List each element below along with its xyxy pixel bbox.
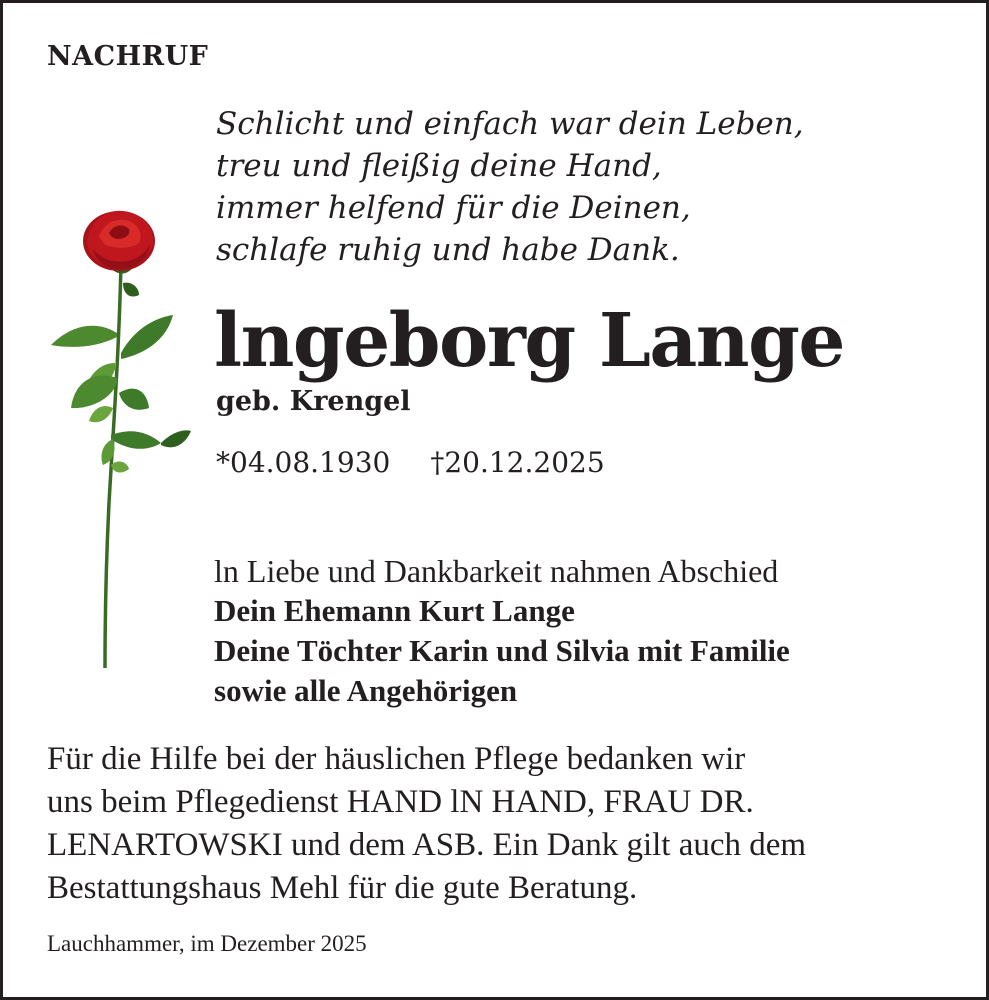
thanks-line: Bestattungshaus Mehl für die gute Beratung. xyxy=(47,870,638,906)
poem-line: Schlicht und einfach war dein Leben, xyxy=(216,106,804,142)
life-dates xyxy=(216,446,605,479)
red-rose-icon xyxy=(43,203,203,673)
mourners-block xyxy=(214,551,790,711)
mourner-line: Dein Ehemann Kurt Lange xyxy=(214,593,575,628)
maiden-name: geb. Krengel xyxy=(216,386,411,417)
birth-date: *04.08.1930 xyxy=(216,446,391,479)
thanks-line: uns beim Pflegedienst HAND lN HAND, FRAU DR. xyxy=(47,784,754,820)
notice-heading: NACHRUF xyxy=(47,41,209,72)
poem-line: treu und fleißig deine Hand, xyxy=(216,148,662,184)
thanks-line: Für die Hilfe bei der häuslichen Pflege bedanken wir xyxy=(47,741,746,777)
death-date: †20.12.2025 xyxy=(430,446,605,479)
deceased-name: lngeborg Lange xyxy=(214,298,844,384)
memorial-poem xyxy=(216,103,804,271)
thanks-line: LENARTOWSKI und dem ASB. Ein Dank gilt auch dem xyxy=(47,827,807,863)
mourner-line: sowie alle Angehörigen xyxy=(214,673,518,708)
thanks-paragraph xyxy=(47,738,806,910)
poem-line: schlafe ruhig und habe Dank. xyxy=(216,232,680,268)
poem-line: immer helfend für die Deinen, xyxy=(216,190,691,226)
mourner-line: Deine Töchter Karin und Silvia mit Familie xyxy=(214,633,790,668)
place-and-date: Lauchhammer, im Dezember 2025 xyxy=(47,931,367,956)
mourners-intro: ln Liebe und Dankbarkeit nahmen Abschied xyxy=(214,553,779,589)
